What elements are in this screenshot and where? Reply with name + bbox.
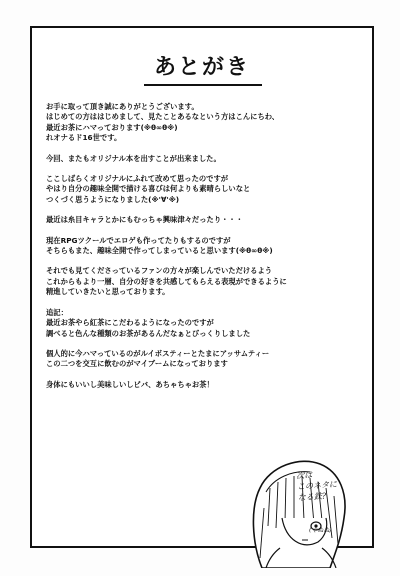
paragraph-hobby [46,174,364,205]
handwritten-line: このネタに [296,479,338,492]
text-line: 最近お茶やら紅茶にこだわるようになったのですが [46,318,214,328]
paragraph-tea [46,349,364,370]
paragraph-original-book [46,154,364,164]
text-line: この二つを交互に飲むのがマイブームになっております [46,359,228,369]
text-line: はじめての方ははじめまして、見たことあるなという方はこんにちわ、 [46,112,280,122]
handwritten-line: 次は [296,470,313,481]
paragraph-fans [46,266,364,297]
text-line: やはり自分の趣味全開で描ける喜びは何よりも素晴らしいなと [46,184,251,194]
text-line: 身体にもいいし美味しいしビバ、あちゃちゃお茶！ [46,379,214,389]
text-line: 今回、またもオリジナル本を出すことが出来ました。 [46,153,221,163]
paragraph-rpg [46,236,364,257]
text-line: これからもより一層、自分の好きを共感してもらえる表現ができるように [46,276,287,286]
text-line: 最近は糸目キャラとかにもむっちゃ興味津々だったり・・・ [46,215,244,225]
handwritten-line: なる鉄? [297,491,327,503]
text-line: 現在RPGツクールでエロゲも作ってたりもするのですが [46,235,231,245]
text-line: 精進していきたいと思っております。 [46,287,170,297]
text-line: ここしばらくオリジナルにふれて改めて思ったのですが [46,174,229,184]
text-line: つくづく思うようになりました(※'∀'※) [46,194,180,204]
afterword-body [46,102,364,400]
page-title: あとがき [153,55,250,80]
handwritten-note [296,466,368,504]
text-line: 追記： [46,307,68,317]
text-line: そちらもまた、趣味全開で作ってしまっていると思います(※θ∞θ※) [46,246,273,256]
paragraph-postscript [46,308,364,339]
title-block [32,50,372,81]
text-line: お手に取って頂き誠にありがとうございます。 [46,102,199,111]
paragraph-greeting [46,102,364,144]
title-underline [144,84,262,86]
text-line: それでも見てくださっているファンの方々が楽しんでいただけるよう [46,266,273,276]
afterword-frame [30,26,374,548]
text-line: れオナるド16世です。 [46,133,122,143]
text-line: 最近お茶にハマっております(※θ∞θ※) [46,122,178,132]
paragraph-interest [46,215,364,225]
text-line: 個人的に今ハマっているのがルイボスティーとたまにアッサムティー [46,348,270,358]
paragraph-closing [46,380,364,390]
text-line: 調べると色んな種類のお茶があるんだなぁとびっくりしました [46,328,251,338]
signature-note: (ぐぬぬ) [309,527,332,534]
